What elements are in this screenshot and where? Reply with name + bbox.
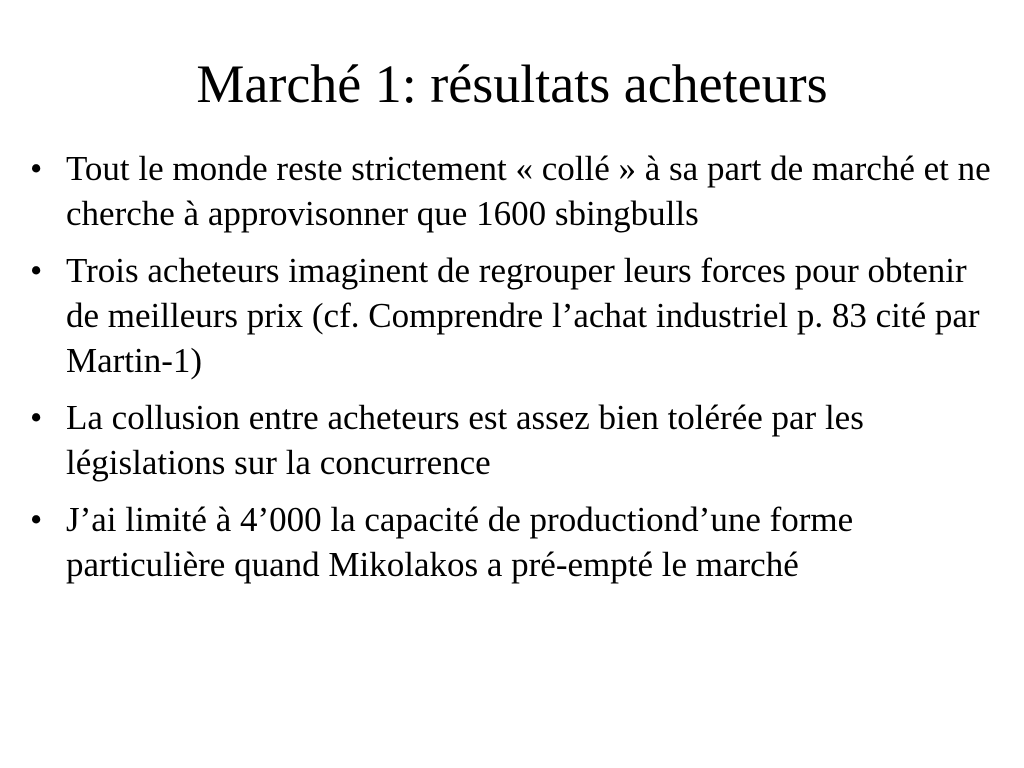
bullet-icon: •: [30, 149, 43, 188]
bullet-item: [0, 146, 1024, 236]
bullet-item: [0, 248, 1024, 383]
bullet-item: [0, 497, 1024, 587]
slide-title: Marché 1: résultats acheteurs: [196, 54, 828, 114]
bullet-item: [0, 395, 1024, 485]
bullet-text: Trois acheteurs imaginent de regrouper leurs forces pour obtenir de meilleurs prix (cf. Comprendre l’achat industriel p. 83 cité par Martin-1): [66, 251, 980, 380]
bullet-text: Tout le monde reste strictement « collé » à sa part de marché et ne cherche à approvisonner que 1600 sbingbulls: [66, 149, 991, 233]
bullet-icon: •: [30, 251, 43, 290]
bullet-list: [0, 146, 1024, 599]
bullet-icon: •: [30, 500, 43, 539]
bullet-text: La collusion entre acheteurs est assez bien tolérée par les législations sur la concurrence: [66, 398, 864, 482]
bullet-icon: •: [30, 398, 43, 437]
bullet-text: J’ai limité à 4’000 la capacité de productiond’une forme particulière quand Mikolakos a pré-empté le marché: [66, 500, 854, 584]
